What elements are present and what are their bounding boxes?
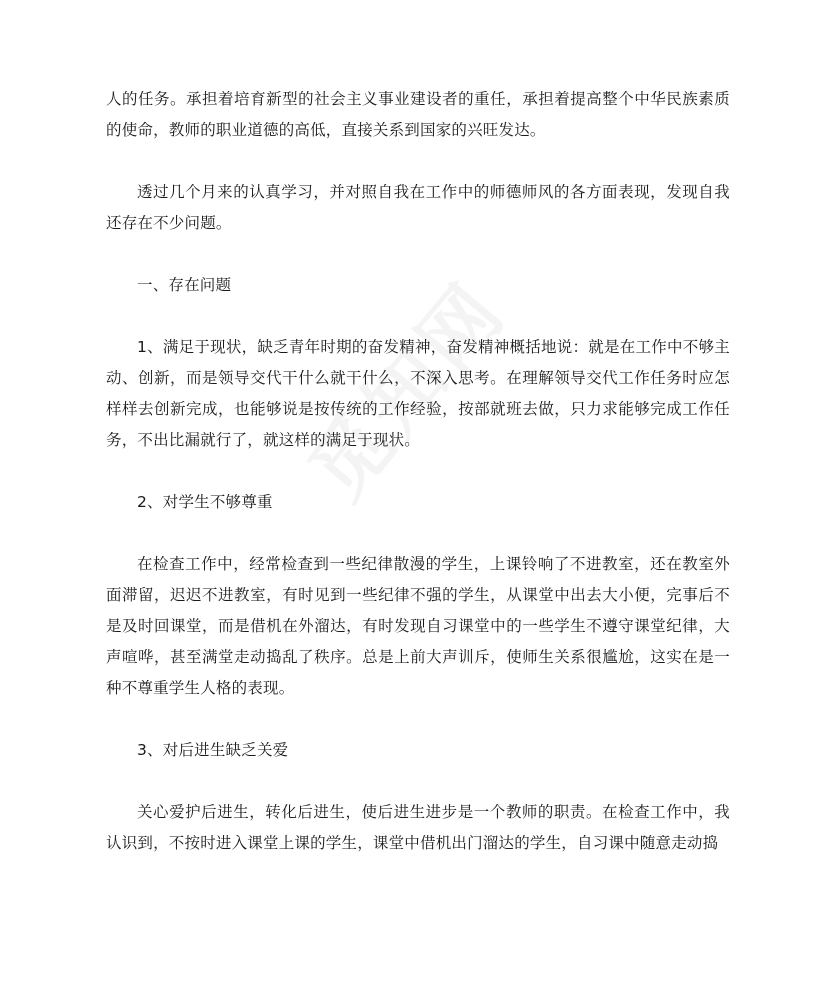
paragraph-item-1: 1、满足于现状，缺乏青年时期的奋发精神，奋发精神概括地说：就是在工作中不够主动、创新，而是领导交代干什么就干什么，不深入思考。在理解领导交代工作任务时应怎样样去创新完成，也能够说是按传统的工作经验，按部就班去做，只力求能够完成工作任务，不出比漏就行了，就这样的满足于现状。 (106, 338, 730, 449)
paragraph-item-3: 关心爱护后进生，转化后进生，使后进生进步是一个教师的职责。在检查工作中，我认识到，不按时进入课堂上课的学生，课堂中借机出门溜达的学生，自习课中随意走动捣 (106, 803, 730, 852)
paragraph-continuation: 人的任务。承担着培育新型的社会主义事业建设者的重任，承担着提高整个中华民族素质的使命，教师的职业道德的高低，直接关系到国家的兴旺发达。 (106, 90, 730, 139)
paragraph-intro: 透过几个月来的认真学习，并对照自我在工作中的师德师风的各方面表现，发现自我还存在不少问题。 (106, 183, 730, 232)
section-heading-problems: 一、存在问题 (137, 276, 232, 294)
subheading-item-3: 3、对后进生缺乏关爱 (137, 741, 289, 759)
subheading-item-2: 2、对学生不够尊重 (137, 493, 273, 511)
paragraph-item-2: 在检查工作中，经常检查到一些纪律散漫的学生，上课铃响了不进教室，还在教室外面滞留，迟迟不进教室，有时见到一些纪律不强的学生，从课堂中出去大小便，完事后不是及时回课堂，而是借机在外溜达，有时发现自习课堂中的一些学生不遵守课堂纪律，大声喧哗，甚至满堂走动捣乱了秩序。总是上前大声训斥，使师生关系很尴尬，这实在是一种不尊重学生人格的表现。 (106, 555, 730, 697)
document-body (106, 84, 730, 859)
